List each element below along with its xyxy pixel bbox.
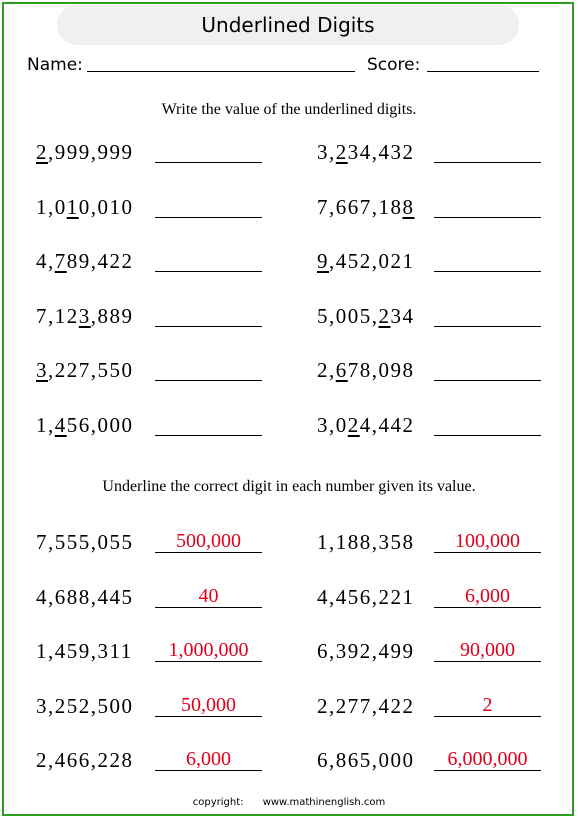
- underlined-digit: 8: [402, 195, 415, 219]
- section1-instruction: Write the value of the underlined digits.: [161, 101, 417, 118]
- underlined-number: 5,005,234: [317, 304, 415, 328]
- answer-value: 50,000: [181, 694, 236, 716]
- website-link[interactable]: www.mathinenglish.com: [262, 797, 386, 808]
- underlined-digit: 2: [378, 304, 391, 328]
- underlined-digit: 4: [54, 413, 67, 437]
- answer-blank[interactable]: [155, 356, 262, 381]
- answer-value: 6,000: [465, 585, 510, 607]
- answer-value: 2: [482, 694, 493, 716]
- underlined-number: 3,024,442: [317, 413, 415, 437]
- underlined-number: 3,234,432: [317, 140, 415, 164]
- underlined-digit: 2: [36, 140, 48, 164]
- answer-blank[interactable]: [434, 247, 541, 272]
- copyright-label: copyright:: [192, 797, 244, 808]
- underlined-number: 7,667,188: [317, 195, 415, 219]
- answer-blank[interactable]: [434, 356, 541, 381]
- answer-blank[interactable]: [155, 193, 262, 218]
- answer-blank[interactable]: [155, 302, 262, 327]
- underlined-digit: 2: [335, 140, 348, 164]
- answer-value: 500,000: [176, 530, 241, 552]
- answer-blank[interactable]: [155, 411, 262, 436]
- underlined-number: 2,678,098: [317, 358, 415, 382]
- answer-value: 1,000,000: [168, 639, 249, 661]
- underlined-digit: 7: [54, 249, 67, 273]
- answer-value: 40: [198, 585, 219, 607]
- underlined-digit: 3: [36, 358, 48, 382]
- worksheet-title: [57, 5, 519, 45]
- name-blank[interactable]: [87, 71, 355, 72]
- section2-instruction: Underline the correct digit in each number given its value.: [102, 478, 476, 495]
- answer-value: 6,000: [186, 748, 231, 770]
- number-value: 4,688,445: [36, 585, 134, 609]
- answer-blank[interactable]: [434, 138, 541, 163]
- underlined-number: 1,456,000: [36, 413, 134, 437]
- underlined-number: 9,452,021: [317, 249, 415, 273]
- underlined-number: 3,227,550: [36, 358, 134, 382]
- number-value: 2,466,228: [36, 748, 134, 772]
- answer-value: 100,000: [455, 530, 520, 552]
- number-value: 1,188,358: [317, 530, 415, 554]
- number-value: 7,555,055: [36, 530, 134, 554]
- answer-blank[interactable]: [155, 247, 262, 272]
- underlined-number: 1,010,010: [36, 195, 134, 219]
- underlined-number: 2,999,999: [36, 140, 134, 164]
- answer-value: 90,000: [460, 639, 515, 661]
- number-value: 3,252,500: [36, 694, 134, 718]
- number-value: 6,392,499: [317, 639, 415, 663]
- name-label: Name:: [27, 55, 83, 75]
- answer-value: 6,000,000: [447, 748, 528, 770]
- answer-blank[interactable]: [155, 138, 262, 163]
- name-score-row: [27, 53, 547, 77]
- number-value: 1,459,311: [36, 639, 133, 663]
- answer-blank[interactable]: [434, 302, 541, 327]
- number-value: 6,865,000: [317, 748, 415, 772]
- underlined-digit: 2: [347, 413, 360, 437]
- title-text: Underlined Digits: [201, 13, 375, 37]
- number-value: 2,277,422: [317, 694, 415, 718]
- underlined-digit: 6: [335, 358, 348, 382]
- underlined-digit: 3: [78, 304, 91, 328]
- underlined-number: 7,123,889: [36, 304, 134, 328]
- score-label: Score:: [367, 55, 421, 75]
- underlined-digit: 9: [317, 249, 329, 273]
- answer-blank[interactable]: [434, 193, 541, 218]
- answer-blank[interactable]: [434, 411, 541, 436]
- underlined-number: 4,789,422: [36, 249, 134, 273]
- score-blank[interactable]: [427, 71, 539, 72]
- underlined-digit: 1: [66, 195, 79, 219]
- number-value: 4,456,221: [317, 585, 415, 609]
- footer: [0, 797, 578, 808]
